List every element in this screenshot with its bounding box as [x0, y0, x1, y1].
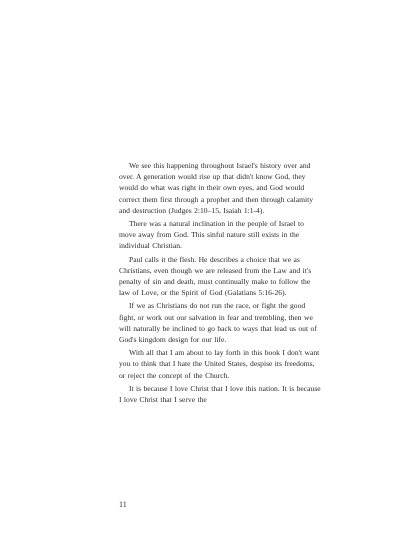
body-text [119, 160, 322, 407]
page-number: 11 [119, 500, 127, 509]
paragraph-run-the-race: If we as Christians do not run the race, or fight the good fight, or work out our salvation in fear and trembling, then we will naturally be inclined to go back to ways that lead us out of God's kingdom design for our life. [119, 301, 317, 345]
paragraph-book-intent: With all that I am about to lay forth in this book I don't want you to think that I hate the United States, despise its freedoms, or reject the concept of the Church. [119, 348, 320, 380]
paragraph-love-christ: It is because I love Christ that I love this nation. It is because I love Christ that I serve the [119, 383, 321, 405]
paragraph-israel-history: We see this happening throughout Israel's history over and over. A generation would rise up that didn't know God, they would do what was right in their own eyes, and God would correct them first through a prophet and then through calamity and destruction (Judges 2:10–15, Isaiah 1:1-4). [119, 161, 314, 215]
paragraph-paul-flesh: Paul calls it the flesh. He describes a choice that we as Christians, even though we are released from the Law and it's penalty of sin and death, must continually make to follow the law of Love, or the Spirit of God (Galatians 5:16-26). [119, 254, 312, 298]
paragraph-natural-inclination: There was a natural inclination in the people of Israel to move away from God. This sinful nature still exists in the individual Christian. [119, 219, 304, 251]
